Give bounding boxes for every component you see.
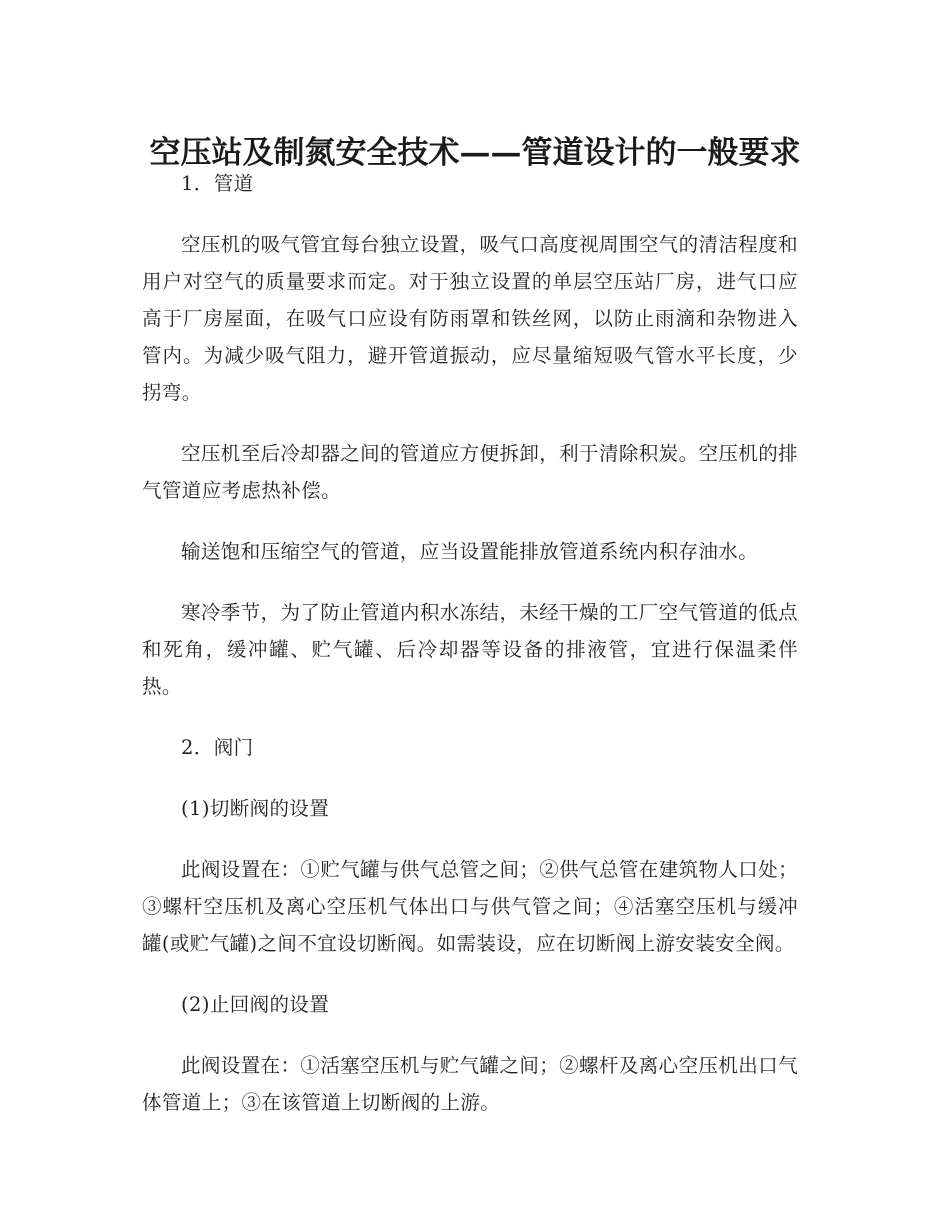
subheading-check-valve: (2)止回阀的设置 [181, 993, 330, 1016]
document-title: 空压站及制氮安全技术——管道设计的一般要求 [149, 134, 801, 171]
section-heading-valves: 2．阀门 [181, 736, 254, 759]
paragraph-aftercooler-pipe: 空压机至后冷却器之间的管道应方便拆卸，利于清除积炭。空压机的排气管道应考虑热补偿。 [142, 442, 798, 502]
subheading-shutoff-valve: (1)切断阀的设置 [181, 797, 330, 820]
paragraph-cold-season: 寒冷季节，为了防止管道内积水冻结，未经干燥的工厂空气管道的低点和死角，缓冲罐、贮气罐、后冷却器等设备的排液管，宜进行保温柔伴热。 [142, 601, 798, 698]
paragraph-check-valve: 此阀设置在：①活塞空压机与贮气罐之间；②螺杆及离心空压机出口气体管道上；③在该管道上切断阀的上游。 [142, 1054, 798, 1114]
paragraph-saturated-air-pipe: 输送饱和压缩空气的管道，应当设置能排放管道系统内积存油水。 [181, 540, 759, 563]
document-body [142, 165, 798, 1145]
paragraph-intake-pipe: 空压机的吸气管宜每台独立设置，吸气口高度视周围空气的清洁程度和用户对空气的质量要求而定。对于独立设置的单层空压站厂房，进气口应高于厂房屋面，在吸气口应设有防雨罩和铁丝网，以防止雨滴和杂物进入管内。为减少吸气阻力，避开管道振动，应尽量缩短吸气管水平长度，少拐弯。 [142, 233, 798, 404]
section-heading-pipes: 1．管道 [181, 172, 254, 195]
paragraph-shutoff-valve: 此阀设置在：①贮气罐与供气总管之间；②供气总管在建筑物人口处；③螺杆空压机及离心空压机气体出口与供气管之间；④活塞空压机与缓冲罐(或贮气罐)之间不宜设切断阀。如需装设，应在切断阀上游安装安全阀。 [142, 858, 798, 955]
